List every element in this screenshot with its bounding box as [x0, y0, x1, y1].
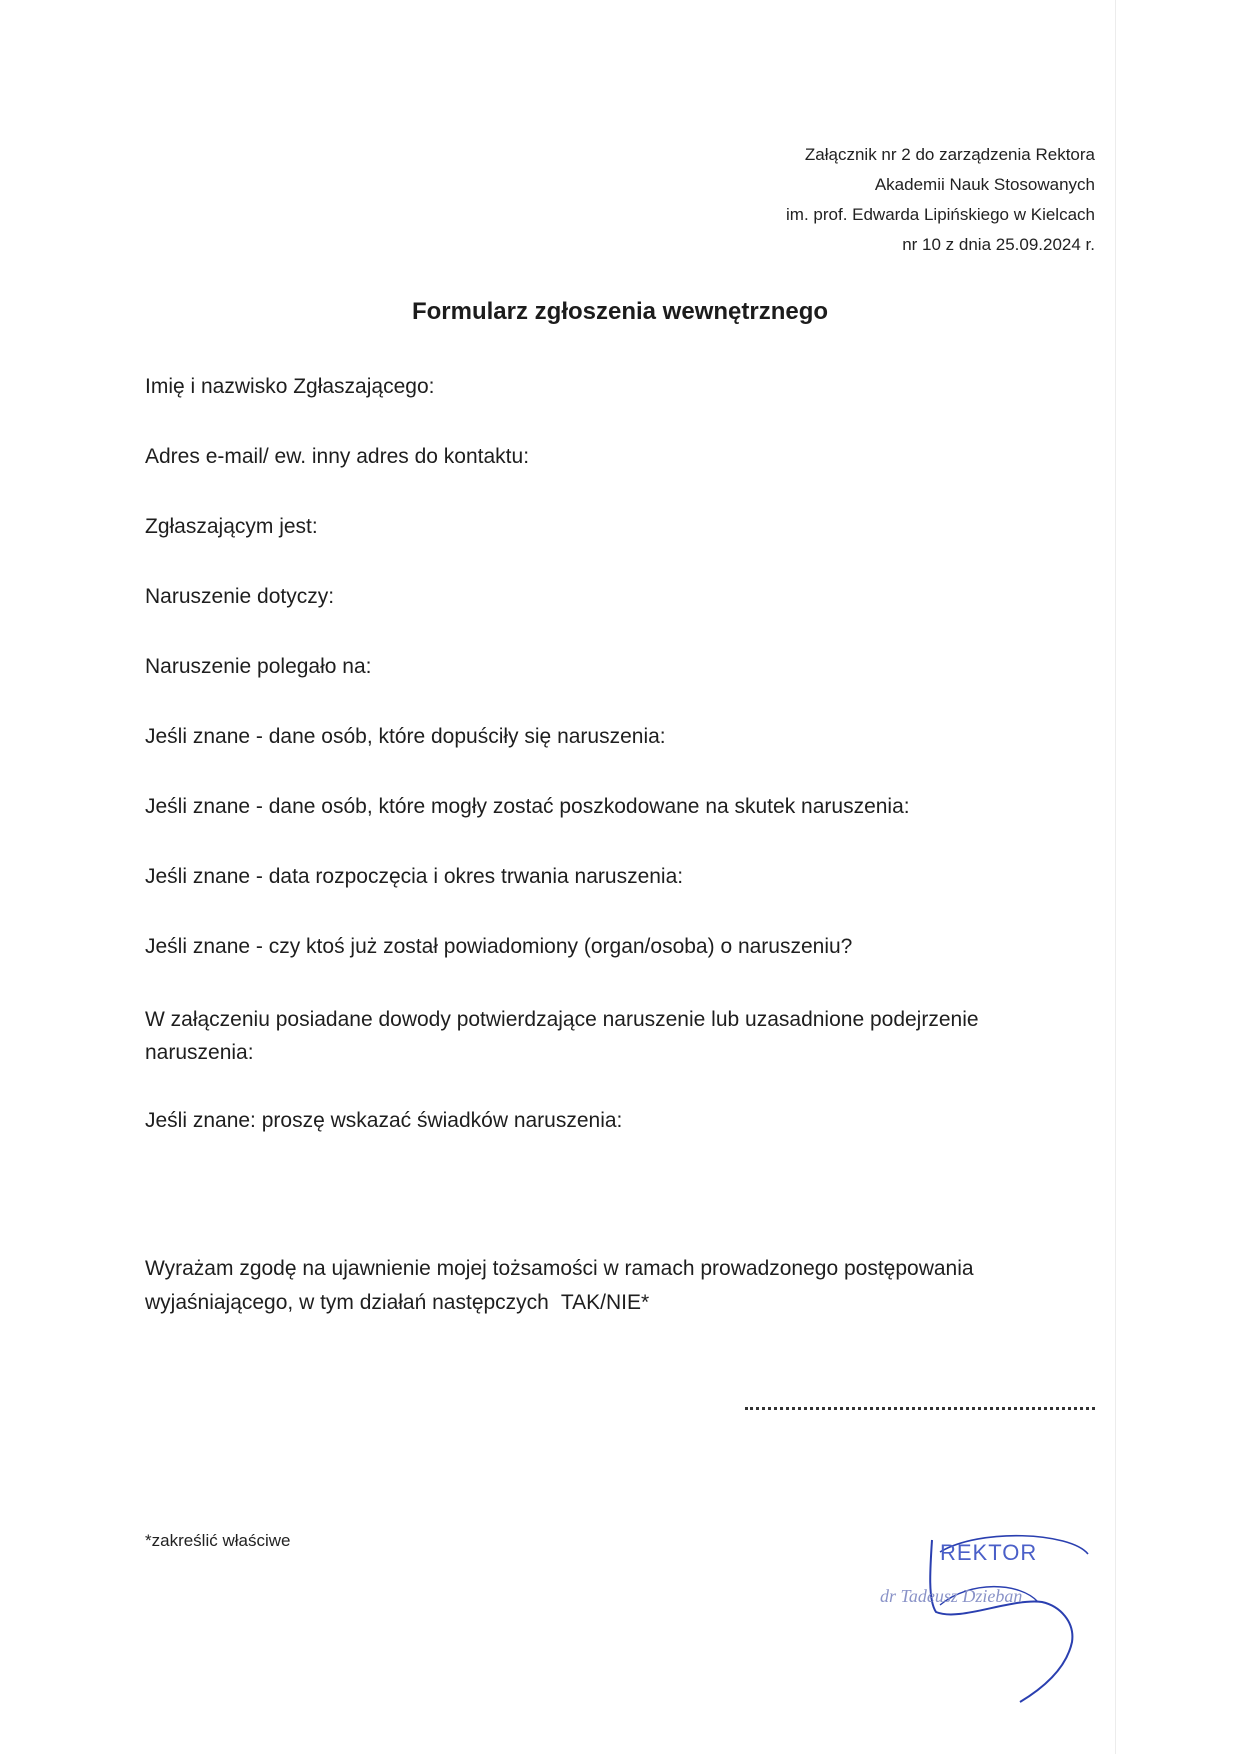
field-violation-description-label: Naruszenie polegało na:	[145, 655, 372, 678]
form-title: Formularz zgłoszenia wewnętrznego	[411, 298, 829, 325]
field-witnesses-label: Jeśli znane: proszę wskazać świadków naruszenia:	[145, 1109, 623, 1132]
field-notified-label: Jeśli znane - czy ktoś już został powiadomiony (organ/osoba) o naruszeniu?	[145, 935, 853, 958]
stamp-name: dr Tadeusz Dzieban	[880, 1586, 1023, 1606]
consent-text: Wyrażam zgodę na ujawnienie mojej tożsamości w ramach prowadzonego postępowania wyjaśniającego, w tym działań następczych	[145, 1257, 974, 1314]
footnote: *zakreślić właściwe	[145, 1531, 291, 1550]
attachment-note-line-3: im. prof. Edwarda Lipińskiego w Kielcach	[786, 205, 1095, 224]
field-victims-label: Jeśli znane - dane osób, które mogły zostać poszkodowane na skutek naruszenia:	[145, 795, 910, 818]
rector-stamp	[870, 1510, 1120, 1710]
consent-choice[interactable]: TAK/NIE*	[560, 1291, 650, 1314]
field-violation-subject-label: Naruszenie dotyczy:	[145, 585, 335, 608]
field-reporter-name-label: Imię i nazwisko Zgłaszającego:	[145, 375, 435, 398]
stamp-title: REKTOR	[940, 1540, 1038, 1565]
signature-line	[745, 1404, 1095, 1410]
attachment-note-line-4: nr 10 z dnia 25.09.2024 r.	[902, 235, 1095, 254]
attachment-note-line-1: Załącznik nr 2 do zarządzenia Rektora	[804, 145, 1095, 164]
field-perpetrators-label: Jeśli znane - dane osób, które dopuściły się naruszenia:	[145, 725, 666, 748]
scan-edge-divider	[1115, 0, 1116, 1754]
field-reporter-type-label: Zgłaszającym jest:	[145, 515, 318, 538]
field-evidence-label: W załączeniu posiadane dowody potwierdzające naruszenie lub uzasadnione podejrzenie naruszenia:	[145, 1008, 979, 1064]
attachment-note	[786, 140, 1095, 260]
field-contact-label: Adres e-mail/ ew. inny adres do kontaktu:	[145, 445, 530, 468]
field-violation-dates-label: Jeśli znane - data rozpoczęcia i okres trwania naruszenia:	[145, 865, 684, 888]
consent-statement	[145, 1252, 1085, 1320]
attachment-note-line-2: Akademii Nauk Stosowanych	[874, 175, 1095, 194]
